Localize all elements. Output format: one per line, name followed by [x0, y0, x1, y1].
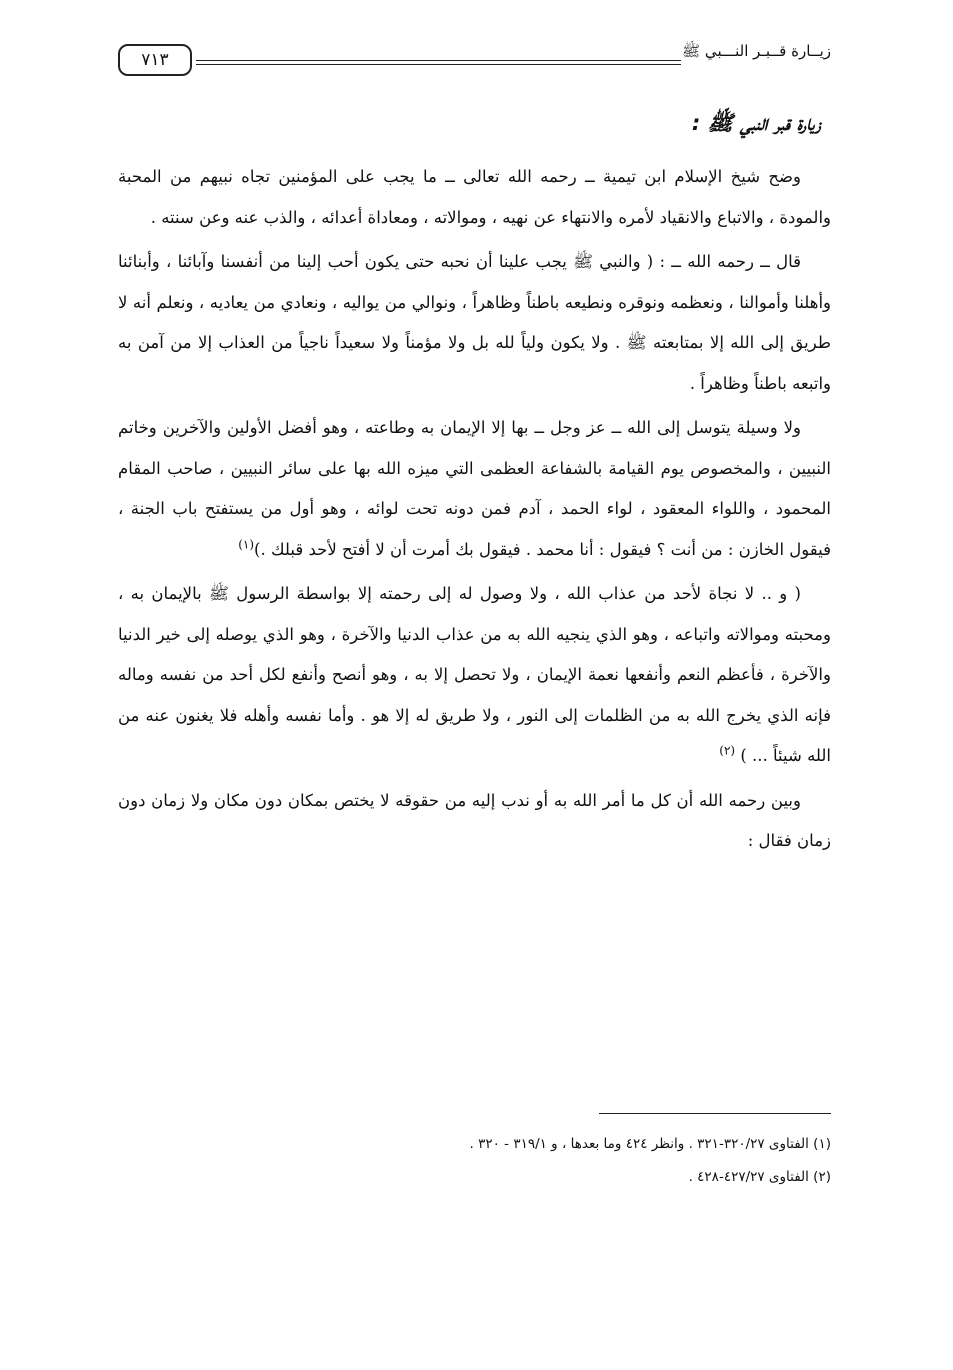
paragraph-text: وبين رحمه الله أن كل ما أمر الله به أو ندب إليه من حقوقه لا يختص بمكان دون مكان ولا زمان دون زمان فقال :	[118, 790, 831, 850]
paragraph-text: وضح شيخ الإسلام ابن تيمية ــ رحمه الله تعالى ــ ما يجب على المؤمنين تجاه نبيهم من المحبة والمودة ، والاتباع والانقياد لأمره والانتهاء عن نهيه ، وموالاته ، ومعاداة أعدائه ، والذب عنه وعن سنته .	[118, 167, 831, 227]
footnote-divider	[599, 1113, 831, 1114]
paragraph	[118, 408, 831, 570]
header-rule	[196, 60, 681, 65]
footnotes	[300, 1128, 831, 1194]
paragraph-text: قال ــ رحمه الله ــ : ( والنبي ﷺ يجب علينا أن نحبه حتى يكون أحب إلينا من أنفسنا وآبائنا ، وأبنائنا وأهلنا وأموالنا ، ونعظمه ونوقره ونطيعه باطناً وظاهراً ، ونوالي من يواليه ، ونعادي من يعاديه ، ونعلم أنه لا طريق إلى الله إلا بمتابعته ﷺ . ولا يكون ولياً لله بل ولا مؤمناً ولا سعيداً ناجياً من العذاب إلا من آمن به واتبعه باطناً وظاهراً .	[118, 252, 831, 393]
running-title: زيــارة قــبـر النـــبي ﷺ	[682, 42, 831, 60]
paragraph-text: ولا وسيلة يتوسل إلى الله ــ عز وجل ــ بها إلا الإيمان به وطاعته ، وهو أفضل الأولين والآخرين وخاتم النبيين ، والمخصوص يوم القيامة بالشفاعة العظمى التي ميزه الله بها على سائر النبيين ، صاحب المقام المحمود ، واللواء المعقود ، لواء الحمد ، آدم فمن دونه تحت لوائه ، وهو أول من يستفتح باب الجنة ، فيقول الخازن : من أنت ؟ فيقول : أنا محمد . فيقول بك أمرت أن لا أفتح لأحد قبلك .)	[118, 418, 831, 559]
paragraph	[118, 781, 831, 862]
paragraph	[118, 157, 831, 238]
paragraph	[118, 242, 831, 404]
footnote-marker: (١)	[238, 537, 255, 551]
section-title: زيارة قبر النبي ﷺ :	[691, 111, 821, 135]
footnote: (٢) الفتاوى ٤٢٧/٢٧-٤٢٨ .	[688, 1169, 831, 1185]
paragraph-text: ( و .. لا نجاة لأحد من عذاب الله ، ولا وصول له إلى رحمته إلا بواسطة الرسول ﷺ بالإيمان به ، ومحبته وموالاته واتباعه ، وهو الذي ينجيه الله به من عذاب الدنيا والآخرة ، وهو الذي يوصله إلى خير الدنيا والآخرة ، فأعظم النعم وأنفعها نعمة الإيمان ، ولا تحصل إلا به ، وهو أنصح وأنفع لكل أحد من نفسه وماله فإنه الذي يخرج الله به من الظلمات إلى النور ، ولا طريق له إلا هو . وأما نفسه وأهله فلا يغنون عنه من الله شيئاً ... )	[118, 584, 831, 765]
running-header	[118, 40, 831, 80]
paragraph	[118, 574, 831, 777]
footnote-marker: (٢)	[719, 743, 736, 758]
main-content	[118, 110, 831, 866]
page-number: ٧١٣	[118, 44, 192, 76]
footnote: (١) الفتاوى ٣٢٠/٢٧-٣٢١ . وانظر ٤٢٤ وما بعدها ، و ٣١٩/١ - ٣٢٠ .	[469, 1136, 831, 1152]
